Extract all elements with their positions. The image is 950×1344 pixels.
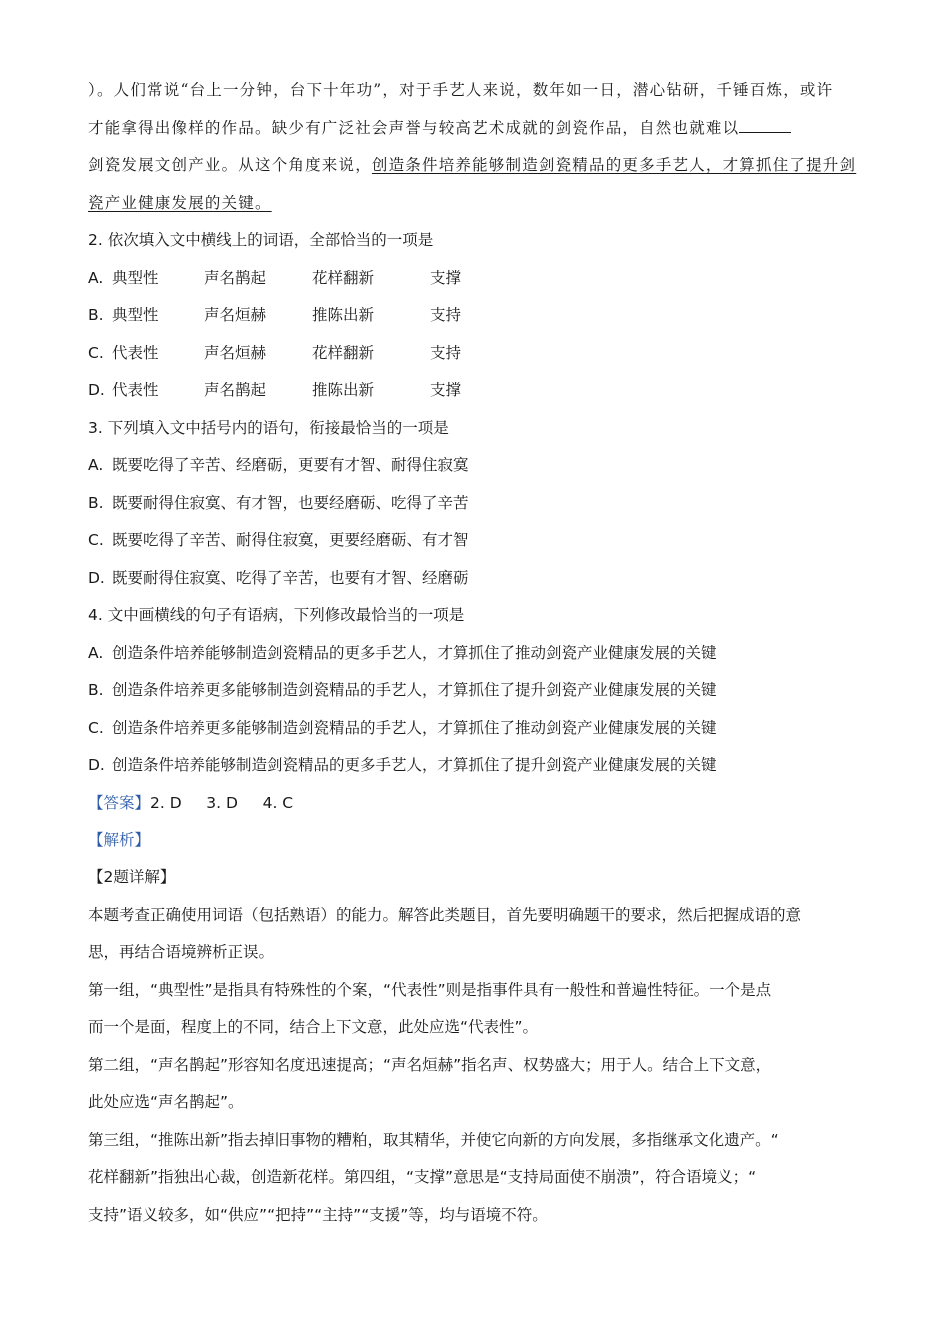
option-word-3: 花样翻新 [312, 344, 375, 362]
option-letter: D. [88, 569, 105, 587]
answer-line [88, 793, 293, 813]
option-word-2: 声名鹊起 [204, 269, 267, 287]
analysis-line-6: 此处应选“声名鹊起”。 [88, 1093, 244, 1111]
option-letter: C. [88, 719, 104, 737]
q4-stem: 4. 文中画横线的句子有语病，下列修改最恰当的一项是 [88, 606, 465, 624]
q2-option-d [88, 380, 461, 400]
q2-option-c [88, 343, 461, 363]
option-word-1: 典型性 [112, 269, 159, 287]
underlined-sentence-part-1: 创造条件培养能够制造剑瓷精品的更多手艺人，才算抓住了提升剑 [371, 156, 857, 174]
q3-stem: 3. 下列填入文中括号内的语句，衔接最恰当的一项是 [88, 419, 449, 437]
q4-option-d [88, 755, 717, 775]
analysis-line-5: 第二组，“声名鹊起”形容知名度迅速提高；“声名烜赫”指名声、权势盛大；用于人。结合上下文意， [88, 1056, 772, 1074]
analysis-line-3: 第一组，“典型性”是指具有特殊性的个案，“代表性”则是指事件具有一般性和普遍性特征。一个是点 [88, 981, 772, 999]
option-letter: B. [88, 306, 104, 324]
passage-line-2 [88, 118, 791, 138]
option-text: 创造条件培养更多能够制造剑瓷精品的手艺人，才算抓住了推动剑瓷产业健康发展的关键 [112, 719, 717, 737]
q4-option-b [88, 680, 717, 700]
q2-option-a [88, 268, 461, 288]
option-word-1: 典型性 [112, 306, 159, 324]
option-word-3: 推陈出新 [312, 381, 375, 399]
analysis-line-2: 思，再结合语境辨析正误。 [88, 943, 275, 961]
q3-option-b [88, 493, 469, 513]
q2-option-b [88, 305, 461, 325]
option-letter: D. [88, 381, 105, 399]
option-letter: D. [88, 756, 105, 774]
analysis-line-4: 而一个是面，程度上的不同，结合上下文意，此处应选“代表性”。 [88, 1018, 539, 1036]
option-word-4: 支撑 [430, 269, 462, 287]
option-letter: A. [88, 456, 104, 474]
analysis-label: 【解析】 [88, 831, 151, 849]
passage-line-3 [88, 155, 856, 175]
option-word-3: 花样翻新 [312, 269, 375, 287]
option-text: 既要耐得住寂寞、吃得了辛苦，也要有才智、经磨砺 [112, 569, 469, 587]
analysis-line-1: 本题考查正确使用词语（包括熟语）的能力。解答此类题目，首先要明确题干的要求，然后把握成语的意 [88, 906, 802, 924]
option-text: 既要耐得住寂寞、有才智，也要经磨砺、吃得了辛苦 [112, 494, 469, 512]
answer-label: 【答案】 [88, 794, 151, 812]
option-letter: A. [88, 269, 104, 287]
q3-option-d [88, 568, 469, 588]
q3-option-c [88, 530, 469, 550]
q3-option-a [88, 455, 469, 475]
analysis-line-8: 花样翻新”指独出心裁，创造新花样。第四组，“支撑”意思是“支持局面使不崩溃”，符合语境义；“ [88, 1168, 757, 1186]
answer-text: 2. D 3. D 4. C [150, 794, 294, 812]
option-word-1: 代表性 [112, 381, 159, 399]
option-word-3: 推陈出新 [312, 306, 375, 324]
analysis-line-7: 第三组，“推陈出新”指去掉旧事物的糟粕，取其精华，并使它向新的方向发展，多指继承文化遗产。“ [88, 1131, 779, 1149]
q4-option-a [88, 643, 717, 663]
option-text: 创造条件培养能够制造剑瓷精品的更多手艺人，才算抓住了提升剑瓷产业健康发展的关键 [112, 756, 717, 774]
detail-heading: 【2题详解】 [88, 868, 176, 886]
option-letter: A. [88, 644, 104, 662]
option-word-2: 声名烜赫 [204, 344, 267, 362]
option-word-2: 声名烜赫 [204, 306, 267, 324]
q2-stem: 2. 依次填入文中横线上的词语，全部恰当的一项是 [88, 231, 434, 249]
passage-line-1: ）。人们常说“台上一分钟，台下十年功”，对于手艺人来说，数年如一日，潜心钻研，千锤百炼，或许 [88, 81, 834, 99]
option-letter: B. [88, 681, 104, 699]
option-text: 既要吃得了辛苦、经磨砺，更要有才智、耐得住寂寞 [112, 456, 469, 474]
option-letter: C. [88, 531, 104, 549]
option-text: 创造条件培养能够制造剑瓷精品的更多手艺人，才算抓住了推动剑瓷产业健康发展的关键 [112, 644, 717, 662]
option-word-1: 代表性 [112, 344, 159, 362]
option-letter: B. [88, 494, 104, 512]
option-word-4: 支持 [430, 306, 462, 324]
analysis-line-9: 支持”语义较多，如“供应”“把持”“主持”“支援”等，均与语境不符。 [88, 1206, 548, 1224]
option-text: 创造条件培养更多能够制造剑瓷精品的手艺人，才算抓住了提升剑瓷产业健康发展的关键 [112, 681, 717, 699]
option-text: 既要吃得了辛苦、耐得住寂寞，更要经磨砺、有才智 [112, 531, 469, 549]
passage-line-3-text: 剑瓷发展文创产业。从这个角度来说， [88, 156, 372, 174]
option-word-2: 声名鹊起 [204, 381, 267, 399]
fill-blank [739, 118, 791, 133]
option-letter: C. [88, 344, 104, 362]
q4-option-c [88, 718, 717, 738]
underlined-sentence-part-2: 瓷产业健康发展的关键。 [88, 194, 272, 212]
option-word-4: 支持 [430, 344, 462, 362]
option-word-4: 支撑 [430, 381, 462, 399]
passage-line-2-text: 才能拿得出像样的作品。缺少有广泛社会声誉与较高艺术成就的剑瓷作品，自然也就难以 [88, 119, 740, 137]
